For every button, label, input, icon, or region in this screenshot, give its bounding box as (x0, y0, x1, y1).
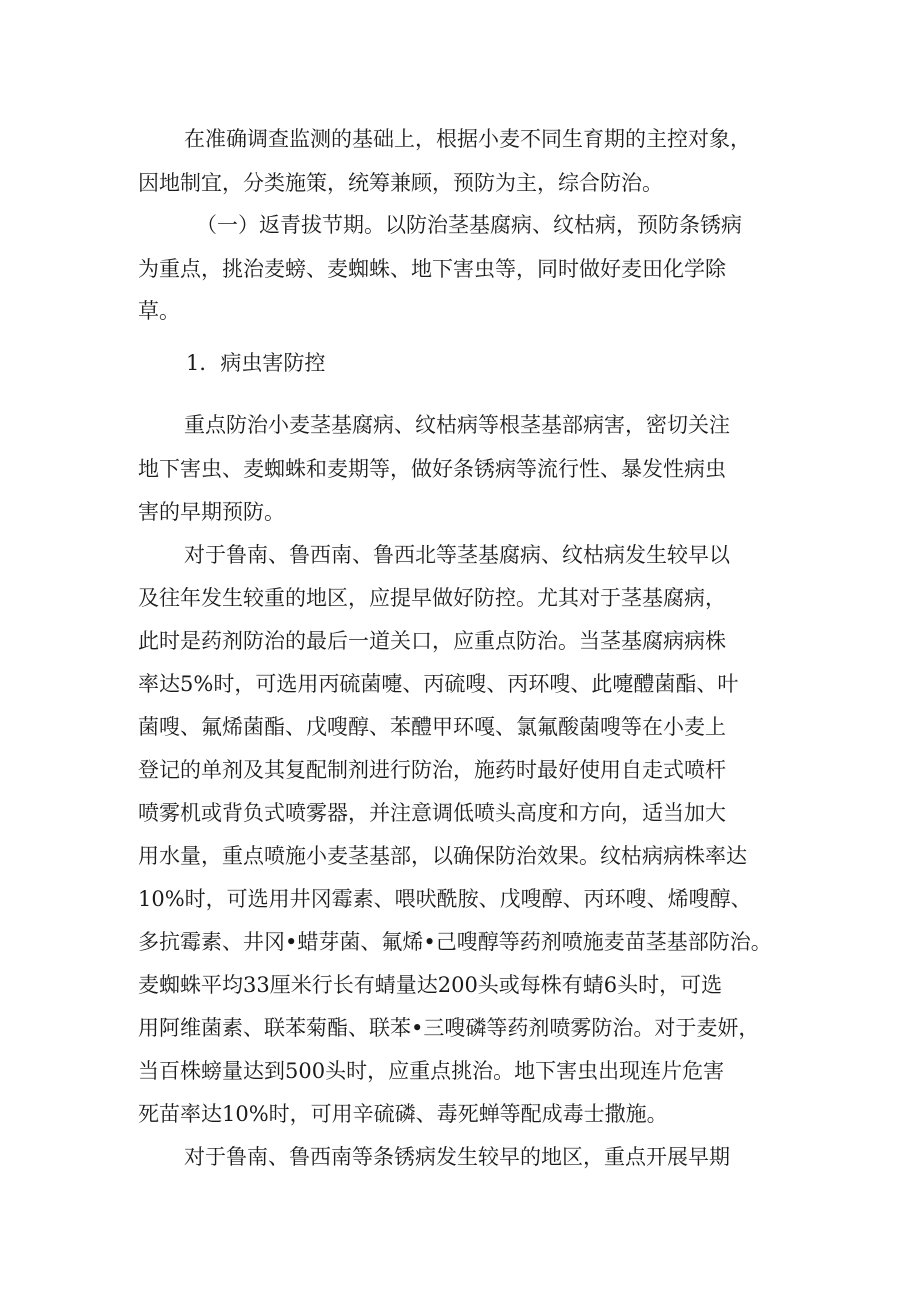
text-line: 10%时，可选用井冈霉素、喂吠酰胺、戊嗖醇、丙环嗖、烯嗖醇、 (138, 887, 752, 911)
text-line: 草。 (138, 299, 180, 323)
section-heading-text: 1．病虫害防控 (186, 351, 326, 375)
text-line: 对于鲁南、鲁西南、鲁西北等茎基腐病、纹枯病发生较早以 (184, 543, 730, 567)
text-line: 害的早期预防。 (138, 500, 285, 524)
text-line: 多抗霉素、井冈•蜡芽菌、氟烯•己嗖醇等药剂喷施麦苗茎基部防治。 (138, 930, 772, 954)
text-line: 在准确调查监测的基础上，根据小麦不同生育期的主控对象， (184, 127, 751, 151)
text-line: 此时是药剂防治的最后一道关口，应重点防治。当茎基腐病病株 (138, 629, 726, 653)
text-line: 因地制宜，分类施策，统筹兼顾，预防为主，综合防治。 (138, 171, 663, 195)
text-line: 登记的单剂及其复配制剂进行防治，施药时最好使用自走式喷杆 (138, 758, 726, 782)
text-line: 喷雾机或背负式喷雾器，并注意调低喷头高度和方向，适当加大 (138, 801, 726, 825)
text-line: 重点防治小麦茎基腐病、纹枯病等根茎基部病害，密切关注 (184, 413, 730, 437)
text-line: 率达5%时，可选用丙硫菌嚏、丙硫嗖、丙环嗖、此嚏醴菌酯、叶 (138, 672, 739, 696)
text-line: 地下害虫、麦蜘蛛和麦期等，做好条锈病等流行性、暴发性病虫 (138, 457, 726, 481)
text-line: 用水量，重点喷施小麦茎基部，以确保防治效果。纹枯病病株率达 (138, 844, 747, 868)
text-line: （一）返青拔节期。以防治茎基腐病、纹枯病，预防条锈病 (196, 213, 742, 237)
text-line: 为重点，挑治麦螃、麦蜘蛛、地下害虫等，同时做好麦田化学除 (138, 257, 726, 281)
text-line: 用阿维菌素、联苯菊酯、联苯•三嗖磷等药剂喷雾防治。对于麦妍， (138, 1016, 760, 1040)
text-line: 麦蜘蛛平均33厘米行长有蜻量达200头或每株有蜻6头时，可选 (138, 973, 723, 997)
text-line: 及往年发生较重的地区，应提早做好防控。尤其对于茎基腐病， (138, 586, 726, 610)
text-line: 死苗率达10%时，可用辛硫磷、毒死蝉等配成毒士撒施。 (138, 1102, 668, 1126)
text-line: 当百株螃量达到500头时，应重点挑治。地下害虫出现连片危害 (138, 1059, 725, 1083)
text-line: 菌嗖、氟烯菌酯、戊嗖醇、苯醴甲环嘎、氯氟酸菌嗖等在小麦上 (138, 715, 726, 739)
text-line: 对于鲁南、鲁西南等条锈病发生较早的地区，重点开展早期 (184, 1145, 730, 1169)
